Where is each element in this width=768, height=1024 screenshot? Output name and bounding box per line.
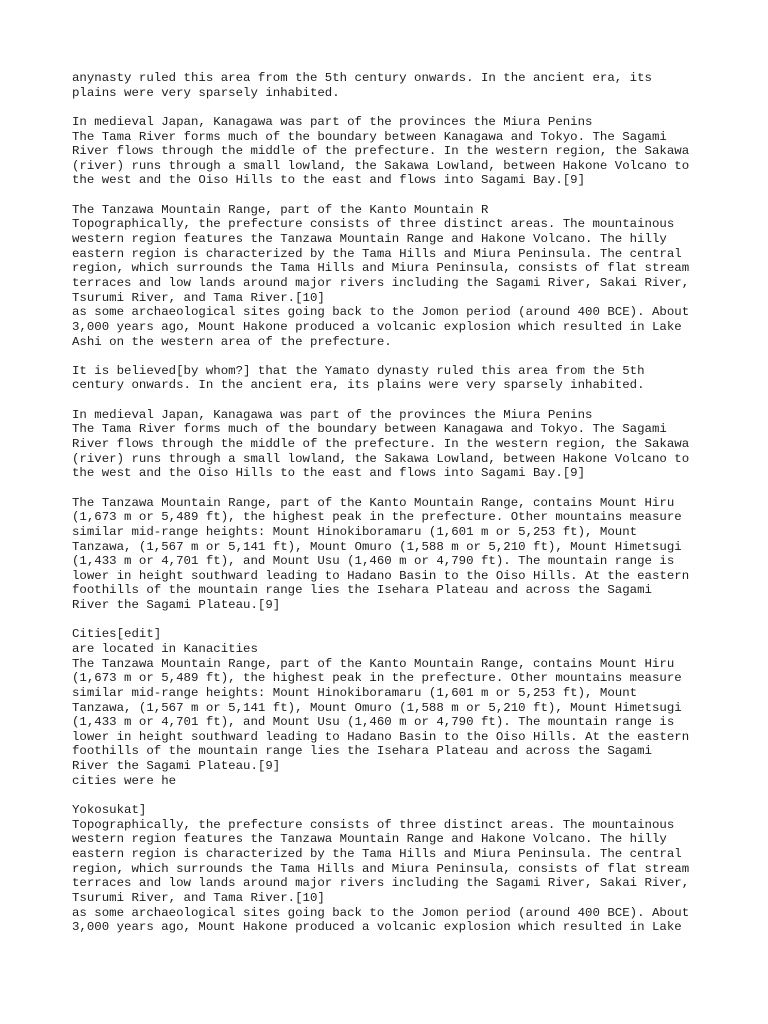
text-line: region, which surrounds the Tama Hills and Miura Peninsula, consists of flat stream bbox=[72, 861, 690, 876]
text-line: River the Sagami Plateau.[9] bbox=[72, 598, 281, 613]
text-line: The Tanzawa Mountain Range, part of the Kanto Mountain R bbox=[72, 202, 489, 217]
text-line: In medieval Japan, Kanagawa was part of the provinces the Miura Penins bbox=[72, 114, 593, 129]
text-line: Yokosukat] bbox=[72, 803, 147, 818]
text-line: lower in height southward leading to Hadano Basin to the Oiso Hills. At the eastern bbox=[72, 568, 690, 583]
paragraph bbox=[72, 71, 712, 100]
paragraph bbox=[72, 408, 712, 481]
text-line: similar mid-range heights: Mount Hinokiboramaru (1,601 m or 5,253 ft), Mount bbox=[72, 685, 638, 700]
text-line: Topographically, the prefecture consists of three distinct areas. The mountainous bbox=[72, 217, 675, 232]
text-line: terraces and low lands around major rivers including the Sagami River, Sakai River, bbox=[72, 876, 690, 891]
text-line: similar mid-range heights: Mount Hinokiboramaru (1,601 m or 5,253 ft), Mount bbox=[72, 524, 638, 539]
text-line: Tanzawa, (1,567 m or 5,141 ft), Mount Omuro (1,588 m or 5,210 ft), Mount Himetsugi bbox=[72, 700, 682, 715]
text-line: 3,000 years ago, Mount Hakone produced a volcanic explosion which resulted in Lake bbox=[72, 920, 682, 935]
text-line: (river) runs through a small lowland, the Sakawa Lowland, between Hakone Volcano to bbox=[72, 451, 690, 466]
text-line: In medieval Japan, Kanagawa was part of the provinces the Miura Penins bbox=[72, 407, 593, 422]
text-line: (1,673 m or 5,489 ft), the highest peak in the prefecture. Other mountains measure bbox=[72, 671, 682, 686]
paragraph bbox=[72, 203, 712, 349]
paragraph bbox=[72, 627, 712, 788]
text-line: anynasty ruled this area from the 5th century onwards. In the ancient era, its bbox=[72, 71, 652, 85]
text-line: western region features the Tanzawa Mountain Range and Hakone Volcano. The hilly bbox=[72, 832, 667, 847]
text-line: It is believed[by whom?] that the Yamato dynasty ruled this area from the 5th bbox=[72, 363, 645, 378]
text-line: 3,000 years ago, Mount Hakone produced a volcanic explosion which resulted in Lake bbox=[72, 319, 682, 334]
text-line: (river) runs through a small lowland, the Sakawa Lowland, between Hakone Volcano to bbox=[72, 158, 690, 173]
text-line: The Tanzawa Mountain Range, part of the Kanto Mountain Range, contains Mount Hiru bbox=[72, 656, 675, 671]
text-line: (1,433 m or 4,701 ft), and Mount Usu (1,460 m or 4,790 ft). The mountain range is bbox=[72, 554, 675, 569]
paragraph bbox=[72, 803, 712, 935]
text-line: Cities[edit] bbox=[72, 627, 162, 642]
text-line: eastern region is characterized by the Tama Hills and Miura Peninsula. The central bbox=[72, 846, 682, 861]
text-line: terraces and low lands around major rivers including the Sagami River, Sakai River, bbox=[72, 275, 690, 290]
text-line: lower in height southward leading to Hadano Basin to the Oiso Hills. At the eastern bbox=[72, 729, 690, 744]
text-line: Tsurumi River, and Tama River.[10] bbox=[72, 290, 325, 305]
text-line: Topographically, the prefecture consists of three distinct areas. The mountainous bbox=[72, 817, 675, 832]
text-line: River the Sagami Plateau.[9] bbox=[72, 759, 281, 774]
text-line: foothills of the mountain range lies the Isehara Plateau and across the Sagami bbox=[72, 583, 652, 598]
text-line: River flows through the middle of the prefecture. In the western region, the Sakawa bbox=[72, 437, 690, 452]
text-line: River flows through the middle of the prefecture. In the western region, the Sakawa bbox=[72, 144, 690, 159]
text-line: are located in Kanacities bbox=[72, 641, 258, 656]
text-line: region, which surrounds the Tama Hills and Miura Peninsula, consists of flat stream bbox=[72, 261, 690, 276]
text-line: (1,433 m or 4,701 ft), and Mount Usu (1,460 m or 4,790 ft). The mountain range is bbox=[72, 715, 675, 730]
text-line: as some archaeological sites going back to the Jomon period (around 400 BCE). About bbox=[72, 905, 690, 920]
text-line: foothills of the mountain range lies the Isehara Plateau and across the Sagami bbox=[72, 744, 652, 759]
paragraph bbox=[72, 364, 712, 393]
paragraph bbox=[72, 115, 712, 188]
text-line: The Tama River forms much of the boundary between Kanagawa and Tokyo. The Sagami bbox=[72, 422, 667, 437]
text-line: Tanzawa, (1,567 m or 5,141 ft), Mount Omuro (1,588 m or 5,210 ft), Mount Himetsugi bbox=[72, 539, 682, 554]
text-line: eastern region is characterized by the Tama Hills and Miura Peninsula. The central bbox=[72, 246, 682, 261]
text-line: as some archaeological sites going back to the Jomon period (around 400 BCE). About bbox=[72, 305, 690, 320]
text-line: the west and the Oiso Hills to the east and flows into Sagami Bay.[9] bbox=[72, 466, 586, 481]
text-line: cities were he bbox=[72, 773, 177, 788]
text-line: (1,673 m or 5,489 ft), the highest peak in the prefecture. Other mountains measure bbox=[72, 510, 682, 525]
text-line: Ashi on the western area of the prefecture. bbox=[72, 334, 392, 349]
text-line: Tsurumi River, and Tama River.[10] bbox=[72, 890, 325, 905]
text-line: The Tanzawa Mountain Range, part of the Kanto Mountain Range, contains Mount Hiru bbox=[72, 495, 675, 510]
text-line: century onwards. In the ancient era, its plains were very sparsely inhabited. bbox=[72, 378, 645, 393]
text-line: plains were very sparsely inhabited. bbox=[72, 85, 340, 100]
text-line: the west and the Oiso Hills to the east and flows into Sagami Bay.[9] bbox=[72, 173, 586, 188]
document-page bbox=[72, 71, 712, 949]
text-line: western region features the Tanzawa Mountain Range and Hakone Volcano. The hilly bbox=[72, 232, 667, 247]
text-line: The Tama River forms much of the boundary between Kanagawa and Tokyo. The Sagami bbox=[72, 129, 667, 144]
paragraph bbox=[72, 496, 712, 613]
